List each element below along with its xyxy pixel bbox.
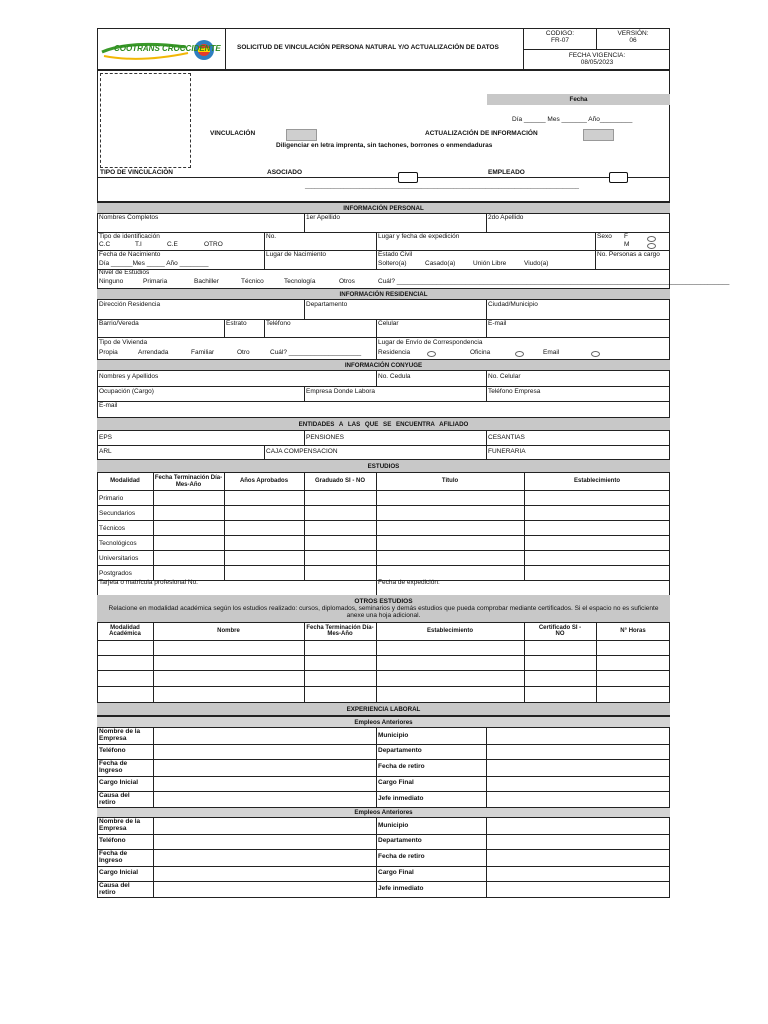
- apellido2-field[interactable]: 2do Apellido: [488, 214, 524, 221]
- photo-box[interactable]: [100, 73, 191, 168]
- empleo1-telefono-label: Teléfono: [99, 747, 126, 754]
- sexo-f-radio[interactable]: [647, 236, 656, 242]
- empleo2-ingreso-label: Fecha de Ingreso: [99, 850, 128, 864]
- otros-estudios-description: Relacione en modalidad académica según los estudios realizado: cursos, diplomados, seminarios y demás estudios que pueda comprobar mediante certificados. Si el espacio no es suficiente anexe una hoja adicional.: [108, 605, 659, 620]
- estudios-header-graduado: Graduado SI - NO: [314, 478, 365, 485]
- nivel-tecnico-option[interactable]: Técnico: [241, 278, 264, 285]
- envio-email-radio[interactable]: [591, 351, 600, 357]
- lugar-envio-label: Lugar de Envío de Correspondencia: [378, 339, 483, 346]
- estrato-field[interactable]: Estrato: [226, 320, 247, 327]
- envio-email-label: Email: [543, 349, 560, 356]
- id-otro-option[interactable]: OTRO: [204, 241, 223, 248]
- section-residencial: INFORMACIÓN RESIDENCIAL: [97, 288, 670, 300]
- empleado-label: EMPLEADO: [488, 169, 525, 176]
- viudo-option[interactable]: Viudo(a): [524, 260, 549, 267]
- nivel-primaria-option[interactable]: Primaria: [143, 278, 168, 285]
- ciudad-field[interactable]: Ciudad/Municipio: [488, 301, 538, 308]
- empleo1-empresa-label: Nombre de la Empresa: [99, 728, 141, 742]
- section-conyuge: INFORMACIÓN CONYUGE: [97, 359, 670, 371]
- vivienda-familiar-option[interactable]: Familiar: [191, 349, 215, 356]
- empleos-anteriores-header: Empleos Anteriores: [97, 807, 670, 818]
- pensiones-field[interactable]: PENSIONES: [306, 434, 344, 441]
- nivel-cual-field[interactable]: Cuál? ____________________________________________________________________________________________: [378, 278, 730, 285]
- fecha-vigencia-label: FECHA VIGENCIA:: [568, 52, 626, 59]
- empleo2-cargo-inicial-label: Cargo Inicial: [99, 869, 139, 876]
- version-value: 06: [629, 37, 637, 44]
- header-divider: [225, 28, 226, 70]
- arl-field[interactable]: ARL: [99, 448, 112, 455]
- personas-cargo-field[interactable]: No. Personas a cargo: [597, 251, 660, 258]
- caja-field[interactable]: CAJA COMPENSACION: [266, 448, 338, 455]
- vinculacion-checkbox[interactable]: [286, 129, 317, 141]
- union-option[interactable]: Unión Libre: [473, 260, 507, 267]
- estudios-header-anos: Años Aprobados: [239, 478, 289, 485]
- conyuge-tel-empresa-field[interactable]: Teléfono Empresa: [488, 388, 541, 395]
- otros-header-horas: N° Horas: [620, 627, 646, 634]
- empleo1-departamento-label: Departamento: [378, 747, 422, 754]
- estudios-row-label: Universitarios: [99, 555, 139, 562]
- empleo2-retiro-label: Fecha de retiro: [378, 853, 425, 860]
- empleo2-causa-label: Causa del retiro: [99, 882, 130, 896]
- estudios-row-label: Postgrados: [99, 570, 132, 577]
- empleo2-telefono-label: Teléfono: [99, 837, 126, 844]
- envio-oficina-radio[interactable]: [515, 351, 524, 357]
- vivienda-arrendada-option[interactable]: Arrendada: [138, 349, 169, 356]
- nivel-bachiller-option[interactable]: Bachiller: [194, 278, 219, 285]
- departamento-field[interactable]: Departamento: [306, 301, 348, 308]
- estudios-header-establecimiento: Establecimiento: [573, 478, 620, 485]
- signature-line[interactable]: _____________________________________________________________________________________: [305, 184, 580, 190]
- cesantias-field[interactable]: CESANTIAS: [488, 434, 525, 441]
- otros-header-certificado: Certificado SI - NO: [538, 624, 582, 637]
- estudios-row-label: Secundarios: [99, 510, 136, 517]
- tarjeta-profesional-field[interactable]: Tarjeta o matrícula profesional No.: [99, 579, 198, 586]
- fecha-expedicion-field[interactable]: Fecha de expedición:: [378, 579, 440, 586]
- lugar-expedicion-field[interactable]: Lugar y fecha de expedición: [378, 233, 460, 240]
- actualizacion-checkbox[interactable]: [583, 129, 614, 141]
- empleo1-cargo-inicial-label: Cargo Inicial: [99, 779, 139, 786]
- empleo1-ingreso-label: Fecha de Ingreso: [99, 760, 128, 774]
- estudios-row-label: Tecnológicos: [99, 540, 137, 547]
- empleo2-departamento-label: Departamento: [378, 837, 422, 844]
- tipo-id-label: Tipo de identificación: [99, 233, 160, 240]
- funeraria-field[interactable]: FUNERARIA: [488, 448, 526, 455]
- estudios-row-label: Técnicos: [99, 525, 126, 532]
- empleo2-empresa-label: Nombre de la Empresa: [99, 818, 141, 832]
- otros-header-fecha: Fecha Terminación Día-Mes-Año: [306, 624, 374, 637]
- vinculacion-label: VINCULACIÓN: [210, 130, 256, 137]
- asociado-label: ASOCIADO: [267, 169, 303, 176]
- section-otros-estudios: OTROS ESTUDIOS: [354, 598, 413, 605]
- header-divider: [596, 28, 597, 49]
- apellido1-field[interactable]: 1er Apellido: [306, 214, 340, 221]
- estudios-header-modalidad: Modalidad: [110, 478, 140, 485]
- tipo-vivienda-label: Tipo de Vivienda: [99, 339, 148, 346]
- empleo2-municipio-label: Municipio: [378, 822, 409, 829]
- lugar-nacimiento-field[interactable]: Lugar de Nacimiento: [266, 251, 326, 258]
- actualizacion-label: ACTUALIZACIÓN DE INFORMACIÓN: [425, 130, 538, 137]
- estudios-header-titulo: Título: [441, 478, 459, 485]
- fecha-vigencia-value: 08/05/2023: [580, 59, 614, 66]
- telefono-field[interactable]: Teléfono: [266, 320, 291, 327]
- header-divider: [523, 49, 670, 50]
- envio-residencia-label: Residencia: [378, 349, 411, 356]
- empleo1-cargo-final-label: Cargo Final: [378, 779, 414, 786]
- row-divider: [97, 177, 670, 178]
- estado-civil-label: Estado Civil: [378, 251, 413, 258]
- email-field[interactable]: E-mail: [488, 320, 507, 327]
- otros-header-modalidad: Modalidad Académica: [109, 624, 141, 637]
- celular-field[interactable]: Celular: [378, 320, 399, 327]
- conyuge-nombres-field[interactable]: Nombres y Apellidos: [99, 373, 159, 380]
- otros-header-nombre: Nombre: [217, 627, 240, 634]
- fecha-nacimiento-field[interactable]: Día ______Mes _____ Año ________: [99, 260, 209, 267]
- estudios-header-fecha: Fecha Terminación Día-Mes-Año: [154, 475, 223, 488]
- fecha-date-line[interactable]: Día ______ Mes _______ Año_________: [512, 116, 633, 123]
- barrio-field[interactable]: Barrio/Vereda: [99, 320, 139, 327]
- envio-residencia-radio[interactable]: [427, 351, 436, 357]
- section-estudios: ESTUDIOS: [97, 459, 670, 473]
- vivienda-cual-field[interactable]: Cuál? ____________________: [270, 349, 362, 356]
- fecha-nacimiento-label: Fecha de Nacimiento: [99, 251, 161, 258]
- section-entidades: ENTIDADES A LAS QUE SE ENCUENTRA AFILIADO: [97, 417, 670, 431]
- id-cc-option[interactable]: C.C: [99, 241, 111, 248]
- empleo1-causa-label: Causa del retiro: [99, 792, 130, 806]
- conyuge-ocupacion-field[interactable]: Ocupación (Cargo): [99, 388, 154, 395]
- nivel-estudios-label: Nivel de Estudios: [99, 269, 150, 276]
- instruction-text: Diligenciar en letra imprenta, sin tachones, borrones o enmendaduras: [276, 142, 493, 149]
- id-ti-option[interactable]: T.I: [135, 241, 142, 248]
- vivienda-otro-option[interactable]: Otro: [237, 349, 250, 356]
- soltero-option[interactable]: Soltero(a): [378, 260, 407, 267]
- version-label: VERSIÓN:: [617, 30, 649, 37]
- numero-field[interactable]: No.: [266, 233, 277, 240]
- codigo-value: FR-07: [550, 37, 570, 44]
- conyuge-email-field[interactable]: E-mail: [99, 402, 118, 409]
- fecha-header: Fecha: [487, 94, 670, 105]
- empleado-checkbox[interactable]: [609, 172, 628, 183]
- empleo2-jefe-label: Jefe inmediato: [378, 885, 424, 892]
- empleo1-municipio-label: Municipio: [378, 732, 409, 739]
- nivel-ninguno-option[interactable]: Ninguno: [99, 278, 124, 285]
- codigo-label: CODIGO:: [545, 30, 575, 37]
- empleos-anteriores-header: Empleos Anteriores: [97, 716, 670, 728]
- otros-header-establecimiento: Establecimiento: [426, 627, 473, 634]
- form-title: SOLICITUD DE VINCULACIÓN PERSONA NATURAL Y/O ACTUALIZACIÓN DE DATOS: [237, 44, 499, 51]
- sexo-f-label: F: [624, 233, 628, 240]
- asociado-checkbox[interactable]: [398, 172, 418, 183]
- casado-option[interactable]: Casado(a): [425, 260, 456, 267]
- conyuge-celular-field[interactable]: No. Celular: [488, 373, 521, 380]
- section-experiencia: EXPERIENCIA LABORAL: [97, 702, 670, 716]
- sexo-label: Sexo: [597, 233, 612, 240]
- eps-field[interactable]: EPS: [99, 434, 113, 441]
- nombres-field[interactable]: Nombres Completos: [99, 214, 159, 221]
- sexo-m-label: M: [624, 241, 630, 248]
- empleo1-retiro-label: Fecha de retiro: [378, 763, 425, 770]
- nivel-otros-option[interactable]: Otros: [339, 278, 355, 285]
- vivienda-propia-option[interactable]: Propia: [99, 349, 118, 356]
- direccion-field[interactable]: Dirección Residencia: [99, 301, 161, 308]
- empleo1-jefe-label: Jefe inmediato: [378, 795, 424, 802]
- id-ce-option[interactable]: C.E: [167, 241, 178, 248]
- envio-oficina-label: Oficina: [470, 349, 491, 356]
- estudios-row-label: Primario: [99, 495, 124, 502]
- conyuge-cedula-field[interactable]: No. Cedula: [378, 373, 411, 380]
- conyuge-empresa-field[interactable]: Empresa Donde Labora: [306, 388, 376, 395]
- section-personal: INFORMACIÓN PERSONAL: [97, 202, 670, 214]
- sexo-m-radio[interactable]: [647, 243, 656, 249]
- tipo-vinculacion-label: TIPO DE VINCULACIÓN: [100, 169, 173, 176]
- empleo2-cargo-final-label: Cargo Final: [378, 869, 414, 876]
- company-logo: [100, 38, 221, 64]
- logo-brand-text: COOTRANS CROCCIDENTE: [114, 44, 221, 53]
- nivel-tecnologia-option[interactable]: Tecnología: [284, 278, 316, 285]
